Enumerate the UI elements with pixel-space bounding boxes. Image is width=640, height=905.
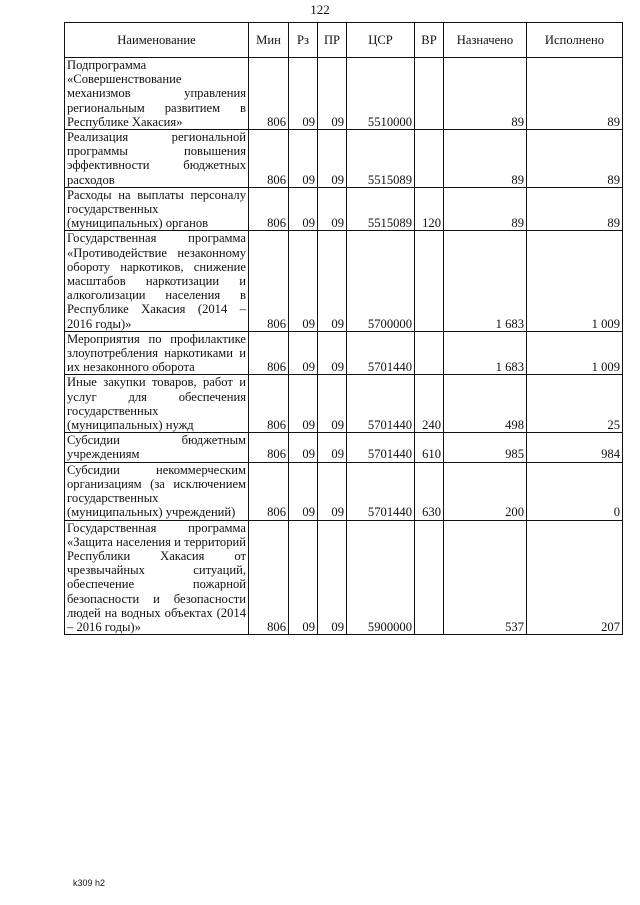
- cell-executed: 207: [527, 520, 623, 635]
- cell-min: 806: [249, 331, 289, 375]
- cell-min: 806: [249, 231, 289, 331]
- cell-vr: [415, 520, 444, 635]
- cell-pr: 09: [318, 462, 347, 520]
- cell-vr: 120: [415, 187, 444, 231]
- cell-csr: 5701440: [347, 433, 415, 462]
- cell-pr: 09: [318, 130, 347, 188]
- cell-pr: 09: [318, 520, 347, 635]
- cell-csr: 5900000: [347, 520, 415, 635]
- table-header-row: [65, 23, 623, 58]
- cell-executed: 984: [527, 433, 623, 462]
- cell-executed: 89: [527, 130, 623, 188]
- cell-csr: 5701440: [347, 462, 415, 520]
- cell-csr: 5515089: [347, 187, 415, 231]
- cell-rz: 09: [289, 331, 318, 375]
- cell-vr: [415, 130, 444, 188]
- cell-name: Мероприятия по профилактике злоупотребления наркотиками и их незаконного оборота: [65, 331, 249, 375]
- cell-name: Подпрограмма «Совершенствование механизмов управления региональным развитием в Республике Хакасия»: [65, 58, 249, 130]
- cell-assigned: 1 683: [444, 231, 527, 331]
- header-assigned: Назначено: [444, 23, 527, 58]
- cell-csr: 5515089: [347, 130, 415, 188]
- table-row: [65, 520, 623, 635]
- cell-rz: 09: [289, 187, 318, 231]
- cell-min: 806: [249, 187, 289, 231]
- cell-pr: 09: [318, 375, 347, 433]
- cell-assigned: 89: [444, 187, 527, 231]
- cell-assigned: 498: [444, 375, 527, 433]
- cell-executed: 89: [527, 58, 623, 130]
- cell-min: 806: [249, 130, 289, 188]
- cell-csr: 5700000: [347, 231, 415, 331]
- cell-rz: 09: [289, 520, 318, 635]
- cell-rz: 09: [289, 433, 318, 462]
- cell-assigned: 200: [444, 462, 527, 520]
- table-row: [65, 375, 623, 433]
- cell-executed: 25: [527, 375, 623, 433]
- budget-table: [64, 22, 623, 635]
- cell-pr: 09: [318, 187, 347, 231]
- cell-executed: 1 009: [527, 331, 623, 375]
- table-row: [65, 58, 623, 130]
- cell-pr: 09: [318, 331, 347, 375]
- cell-assigned: 89: [444, 58, 527, 130]
- cell-assigned: 985: [444, 433, 527, 462]
- cell-executed: 0: [527, 462, 623, 520]
- header-csr: ЦСР: [347, 23, 415, 58]
- table-row: [65, 187, 623, 231]
- cell-pr: 09: [318, 433, 347, 462]
- cell-min: 806: [249, 520, 289, 635]
- cell-rz: 09: [289, 130, 318, 188]
- footer-code: k309 h2: [73, 878, 106, 888]
- cell-name: Субсидии некоммерческим организациям (за исключением государственных (муниципальных) учреждений): [65, 462, 249, 520]
- cell-min: 806: [249, 58, 289, 130]
- cell-name: Иные закупки товаров, работ и услуг для обеспечения государственных (муниципальных) нужд: [65, 375, 249, 433]
- cell-rz: 09: [289, 58, 318, 130]
- cell-assigned: 89: [444, 130, 527, 188]
- cell-csr: 5701440: [347, 331, 415, 375]
- cell-name: Государственная программа «Защита населения и территорий Республики Хакасия от чрезвычайных ситуаций, обеспечение пожарной безопасности и безопасности людей на водных объектах (2014 – 2016 годы)»: [65, 520, 249, 635]
- cell-vr: 610: [415, 433, 444, 462]
- page-number: 122: [310, 2, 330, 17]
- cell-rz: 09: [289, 231, 318, 331]
- cell-name: Субсидии бюджетным учреждениям: [65, 433, 249, 462]
- cell-name: Реализация региональной программы повышения эффективности бюджетных расходов: [65, 130, 249, 188]
- cell-vr: [415, 231, 444, 331]
- cell-min: 806: [249, 433, 289, 462]
- header-rz: Рз: [289, 23, 318, 58]
- cell-executed: 1 009: [527, 231, 623, 331]
- cell-pr: 09: [318, 58, 347, 130]
- cell-pr: 09: [318, 231, 347, 331]
- cell-assigned: 1 683: [444, 331, 527, 375]
- cell-name: Государственная программа «Противодействие незаконному обороту наркотиков, снижение масштабов наркотизации и алкоголизации населения в Республике Хакасия (2014 – 2016 годы)»: [65, 231, 249, 331]
- cell-min: 806: [249, 462, 289, 520]
- header-min: Мин: [249, 23, 289, 58]
- cell-executed: 89: [527, 187, 623, 231]
- table-row: [65, 130, 623, 188]
- cell-rz: 09: [289, 462, 318, 520]
- cell-csr: 5510000: [347, 58, 415, 130]
- table-row: [65, 231, 623, 331]
- table-row: [65, 433, 623, 462]
- table-row: [65, 331, 623, 375]
- header-pr: ПР: [318, 23, 347, 58]
- cell-vr: 630: [415, 462, 444, 520]
- cell-csr: 5701440: [347, 375, 415, 433]
- cell-vr: 240: [415, 375, 444, 433]
- header-name: Наименование: [65, 23, 249, 58]
- cell-min: 806: [249, 375, 289, 433]
- cell-vr: [415, 58, 444, 130]
- cell-name: Расходы на выплаты персоналу государственных (муниципальных) органов: [65, 187, 249, 231]
- cell-rz: 09: [289, 375, 318, 433]
- header-vr: ВР: [415, 23, 444, 58]
- cell-assigned: 537: [444, 520, 527, 635]
- table-row: [65, 462, 623, 520]
- cell-vr: [415, 331, 444, 375]
- header-executed: Исполнено: [527, 23, 623, 58]
